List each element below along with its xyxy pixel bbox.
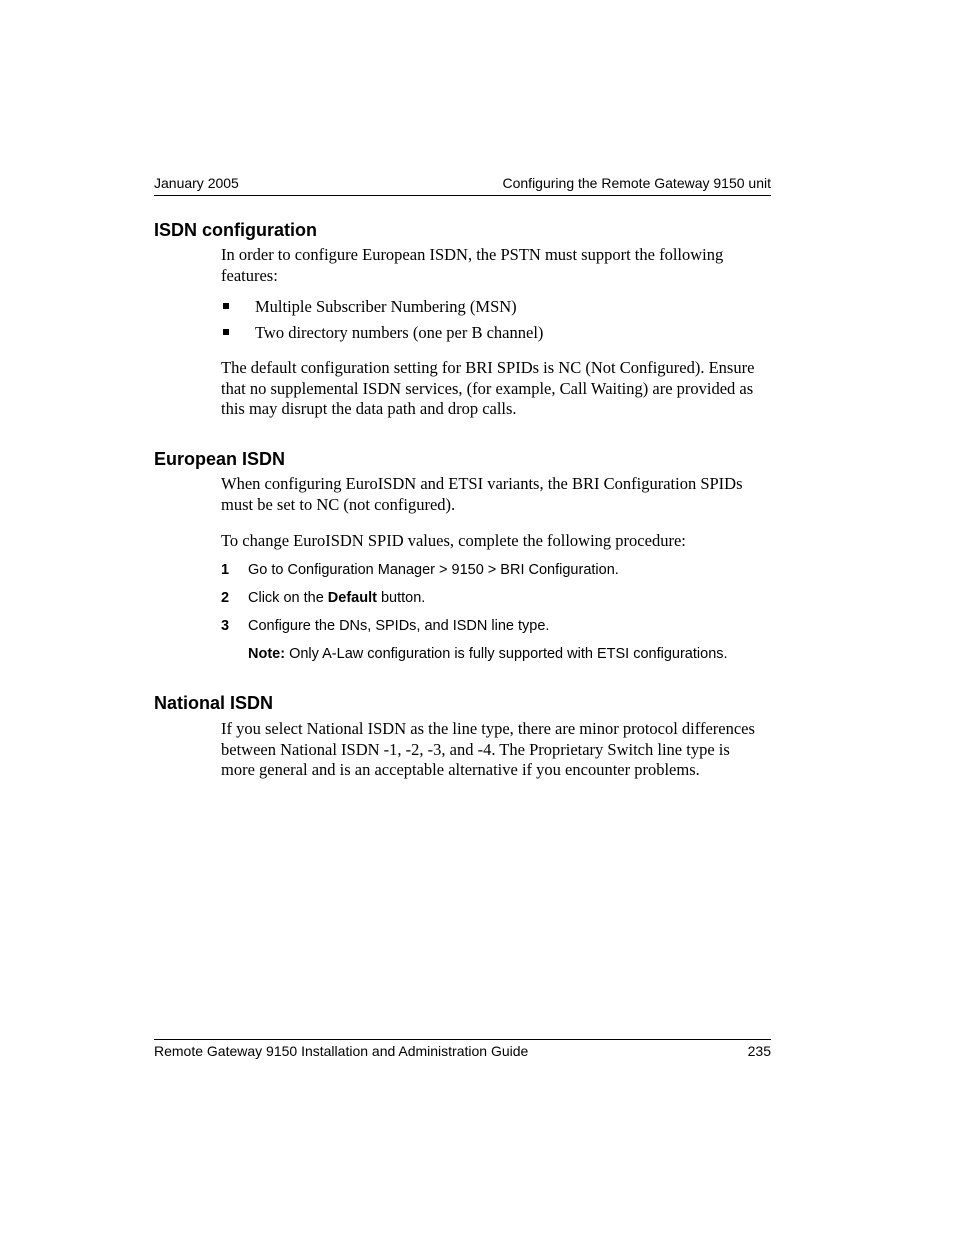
isdn-default-paragraph bbox=[221, 358, 781, 420]
default-button-label: Default bbox=[327, 590, 377, 606]
step-text: Go to Configuration Manager > 9150 > BRI Configuration. bbox=[248, 562, 619, 578]
step-text-suffix: button. bbox=[376, 590, 426, 606]
step-text-prefix: Click on the bbox=[248, 590, 328, 606]
isdn-para-line-2: that no supplemental ISDN services, (for example, Call Waiting) are provided as bbox=[221, 378, 754, 398]
procedure-intro: To change EuroISDN SPID values, complete the following procedure: bbox=[221, 531, 686, 550]
national-line-1: If you select National ISDN as the line type, there are minor protocol differences bbox=[221, 719, 755, 738]
note-text: Only A-Law configuration is fully supported with ETSI configurations. bbox=[285, 646, 728, 662]
national-line-2: between National ISDN -1, -2, -3, and -4. The Proprietary Switch line type is bbox=[221, 739, 730, 759]
european-intro-line-1: When configuring EuroISDN and ETSI variants, the BRI Configuration SPIDs bbox=[221, 474, 743, 493]
page-header bbox=[154, 175, 771, 196]
bullet-square-icon bbox=[223, 329, 229, 335]
step-text bbox=[248, 590, 425, 606]
step-number: 1 bbox=[221, 562, 230, 578]
european-intro bbox=[221, 474, 781, 515]
national-line-3: more general and is an acceptable alternative if you encounter problems. bbox=[221, 760, 700, 779]
page-number: 235 bbox=[747, 1043, 771, 1059]
section-title-national-isdn: National ISDN bbox=[154, 693, 274, 713]
header-chapter: Configuring the Remote Gateway 9150 unit bbox=[502, 175, 771, 191]
step-text: Configure the DNs, SPIDs, and ISDN line type. bbox=[248, 618, 550, 634]
header-date: January 2005 bbox=[154, 175, 239, 191]
step-number: 3 bbox=[221, 618, 230, 634]
section-title-isdn-configuration: ISDN configuration bbox=[154, 220, 317, 240]
page-footer bbox=[154, 1039, 771, 1059]
isdn-para-line-1: The default configuration setting for BRI SPIDs is NC (Not Configured). Ensure bbox=[221, 358, 755, 377]
step-number: 2 bbox=[221, 590, 230, 606]
isdn-intro-line-1: In order to configure European ISDN, the PSTN must support the following bbox=[221, 245, 724, 264]
bullet-square-icon bbox=[223, 303, 229, 309]
isdn-intro bbox=[221, 245, 781, 286]
bullet-text: Multiple Subscriber Numbering (MSN) bbox=[255, 297, 517, 316]
note-label: Note: bbox=[248, 646, 286, 662]
footer-guide-title: Remote Gateway 9150 Installation and Administration Guide bbox=[154, 1043, 529, 1059]
bullet-text: Two directory numbers (one per B channel) bbox=[255, 323, 544, 342]
european-intro-line-2: must be set to NC (not configured). bbox=[221, 494, 456, 514]
note bbox=[248, 646, 728, 662]
isdn-para-line-3: this may disrupt the data path and drop calls. bbox=[221, 399, 517, 418]
isdn-intro-line-2: features: bbox=[221, 265, 278, 285]
national-paragraph bbox=[221, 719, 781, 781]
section-title-european-isdn: European ISDN bbox=[154, 449, 286, 469]
